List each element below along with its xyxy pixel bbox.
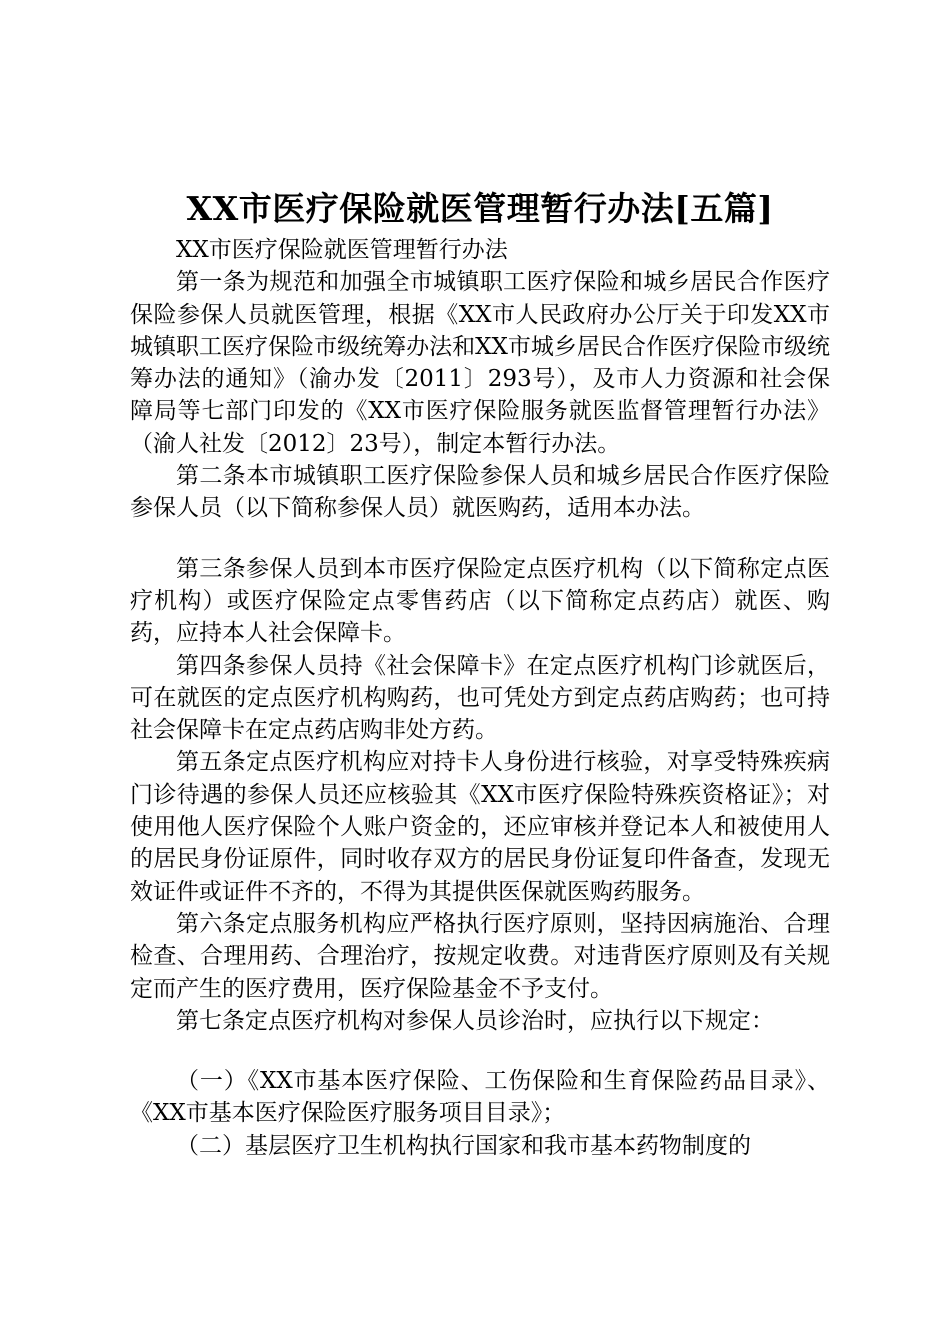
article-3-paragraph: 第三条参保人员到本市医疗保险定点医疗机构（以下简称定点医疗机构）或医疗保险定点零售药店（以下简称定点药店）就医、购药，应持本人社会保障卡。 bbox=[130, 555, 830, 647]
subtitle-paragraph: XX市医疗保险就医管理暂行办法 bbox=[176, 237, 508, 263]
article-5-paragraph: 第五条定点医疗机构应对持卡人身份进行核验，对享受特殊疾病门诊待遇的参保人员还应核验其《XX市医疗保险特殊疾资格证》；对使用他人医疗保险个人账户资金的，还应审核并登记本人和被使用人的居民身份证原件，同时收存双方的居民身份证复印件备查，发现无效证件或证件不齐的，不得为其提供医保就医购药服务。 bbox=[130, 749, 830, 905]
document-page bbox=[130, 186, 830, 1162]
clause-2-paragraph: （二）基层医疗卫生机构执行国家和我市基本药物制度的 bbox=[176, 1132, 751, 1159]
document-title: XX市医疗保险就医管理暂行办法[五篇] bbox=[186, 189, 774, 228]
article-4-paragraph: 第四条参保人员持《社会保障卡》在定点医疗机构门诊就医后，可在就医的定点医疗机构购药，也可凭处方到定点药店购药；也可持社会保障卡在定点药店购非处方药。 bbox=[130, 652, 830, 744]
clause-1-paragraph: （一）《XX市基本医疗保险、工伤保险和生育保险药品目录》、《XX市基本医疗保险医疗服务项目目录》； bbox=[130, 1068, 830, 1127]
article-6-paragraph: 第六条定点服务机构应严格执行医疗原则，坚持因病施治、合理检查、合理用药、合理治疗，按规定收费。对违背医疗原则及有关规定而产生的医疗费用，医疗保险基金不予支付。 bbox=[130, 910, 830, 1002]
article-2-paragraph: 第二条本市城镇职工医疗保险参保人员和城乡居民合作医疗保险参保人员（以下简称参保人员）就医购药，适用本办法。 bbox=[130, 463, 830, 522]
article-7-paragraph: 第七条定点医疗机构对参保人员诊治时，应执行以下规定： bbox=[176, 1007, 774, 1034]
article-1-paragraph: 第一条为规范和加强全市城镇职工医疗保险和城乡居民合作医疗保险参保人员就医管理，根据《XX市人民政府办公厅关于印发XX市城镇职工医疗保险市级统筹办法和XX市城乡居民合作医疗保险市级统筹办法的通知》（渝办发〔2011〕293号），及市人力资源和社会保障局等七部门印发的《XX市医疗保险服务就医监督管理暂行办法》（渝人社发〔2012〕23号），制定本暂行办法。 bbox=[130, 269, 830, 457]
